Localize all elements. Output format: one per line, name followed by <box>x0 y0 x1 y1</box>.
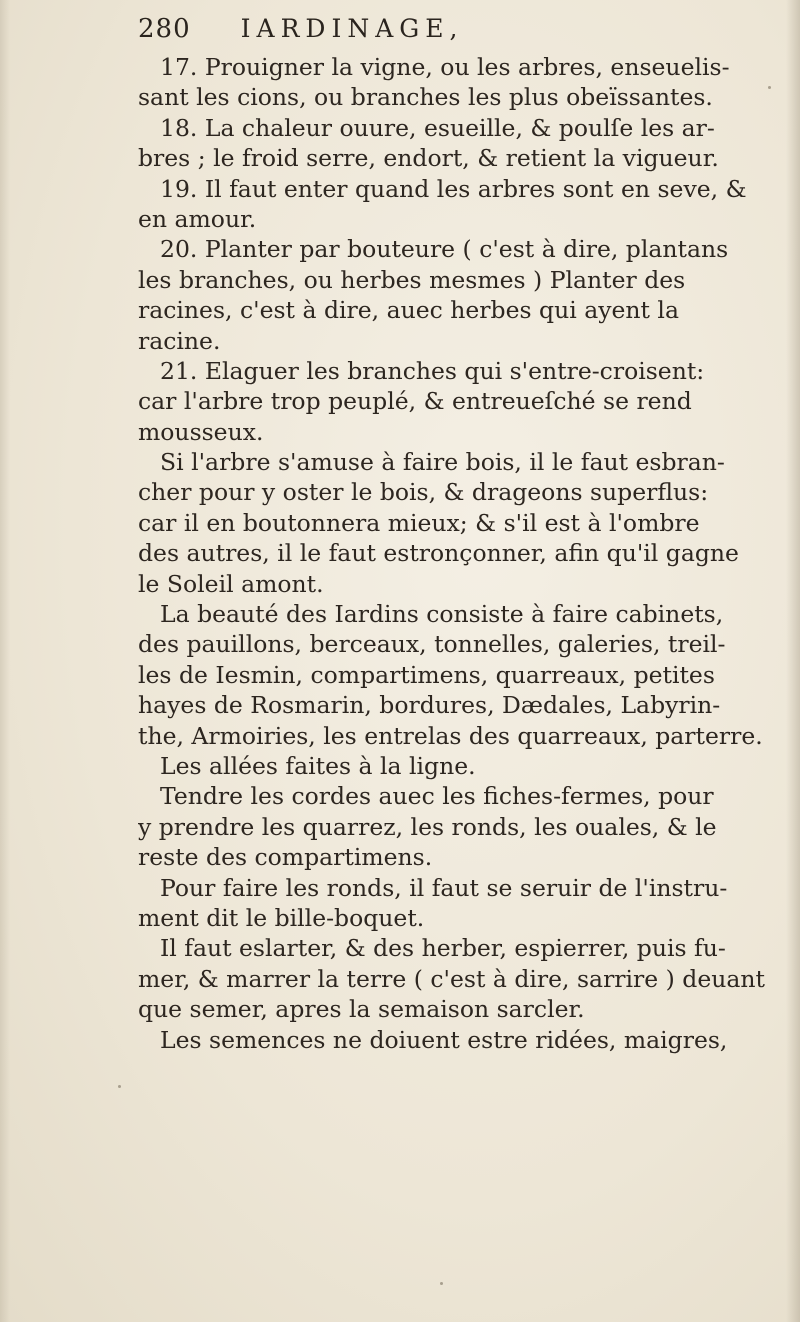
text-line: the, Armoiries, les entrelas des quarreaux, parterre. <box>138 721 763 750</box>
text-line: les branches, ou herbes mesmes ) Planter des <box>138 265 686 294</box>
text-line: 17. Prouigner la vigne, ou les arbres, enseuelis- <box>160 53 730 81</box>
text-line: 18. La chaleur ouure, esueille, & poulſe les ar- <box>160 113 715 142</box>
text-line: le Soleil amont. <box>138 569 324 598</box>
text-line: Les semences ne doiuent estre ridées, maigres, <box>160 1025 728 1054</box>
text-line: racines, c'est à dire, auec herbes qui ayent la <box>138 296 679 325</box>
text-line: 21. Elaguer les branches qui s'entre-croisent: <box>160 356 705 385</box>
text-line: Tendre les cordes auec les fiches-fermes, pour <box>160 782 714 811</box>
paper-speck <box>768 86 771 89</box>
text-line: que semer, apres la semaison sarcler. <box>138 995 585 1024</box>
paper-speck <box>440 1282 443 1285</box>
paper-speck <box>118 1085 121 1088</box>
text-line: y prendre les quarrez, les ronds, les ouales, & le <box>138 812 717 841</box>
page-header <box>138 14 598 54</box>
text-line: La beauté des Iardins consiste à faire cabinets, <box>160 600 724 629</box>
text-line: des pauillons, berceaux, tonnelles, galeries, treil- <box>138 630 726 659</box>
text-line: hayes de Rosmarin, bordures, Dædales, Labyrin- <box>138 691 721 720</box>
text-line: ment dit le bille-boquet. <box>138 903 425 932</box>
text-line: racine. <box>138 326 221 355</box>
text-line: en amour. <box>138 204 257 233</box>
text-line: Les allées faites à la ligne. <box>160 751 476 780</box>
text-line: car l'arbre trop peuplé, & entreueſché se rend <box>138 387 692 416</box>
text-line: 20. Planter par bouteure ( c'est à dire, plantans <box>160 235 729 264</box>
text-line: des autres, il le faut estronçonner, afin qu'il gagne <box>138 539 739 568</box>
text-line: les de Iesmin, compartimens, quarreaux, petites <box>138 660 715 689</box>
page-number: 280 <box>138 14 191 44</box>
text-line: reste des compartimens. <box>138 843 433 872</box>
text-line: 19. Il faut enter quand les arbres sont en seve, & <box>160 174 747 203</box>
text-line: Pour faire les ronds, il faut se seruir de l'instru- <box>160 873 728 902</box>
text-line: cher pour y oster le bois, & drageons superflus: <box>138 478 709 507</box>
text-line: car il en boutonnera mieux; & s'il est à l'ombre <box>138 508 700 537</box>
running-head: IARDINAGE, <box>240 14 464 43</box>
page-left-edge-shadow <box>0 0 10 1322</box>
text-line: bres ; le froid serre, endort, & retient la vigueur. <box>138 144 719 173</box>
text-line: mer, & marrer la terre ( c'est à dire, sarrire ) deuant <box>138 964 765 993</box>
text-line: Si l'arbre s'amuse à faire bois, il le faut esbran- <box>160 448 725 477</box>
text-line: mousseux. <box>138 417 264 446</box>
text-line: Il faut eslarter, & des herber, espierrer, puis fu- <box>160 934 726 963</box>
text-line: sant les cions, ou branches les plus obeïssantes. <box>138 83 713 112</box>
body-text <box>138 52 798 1055</box>
